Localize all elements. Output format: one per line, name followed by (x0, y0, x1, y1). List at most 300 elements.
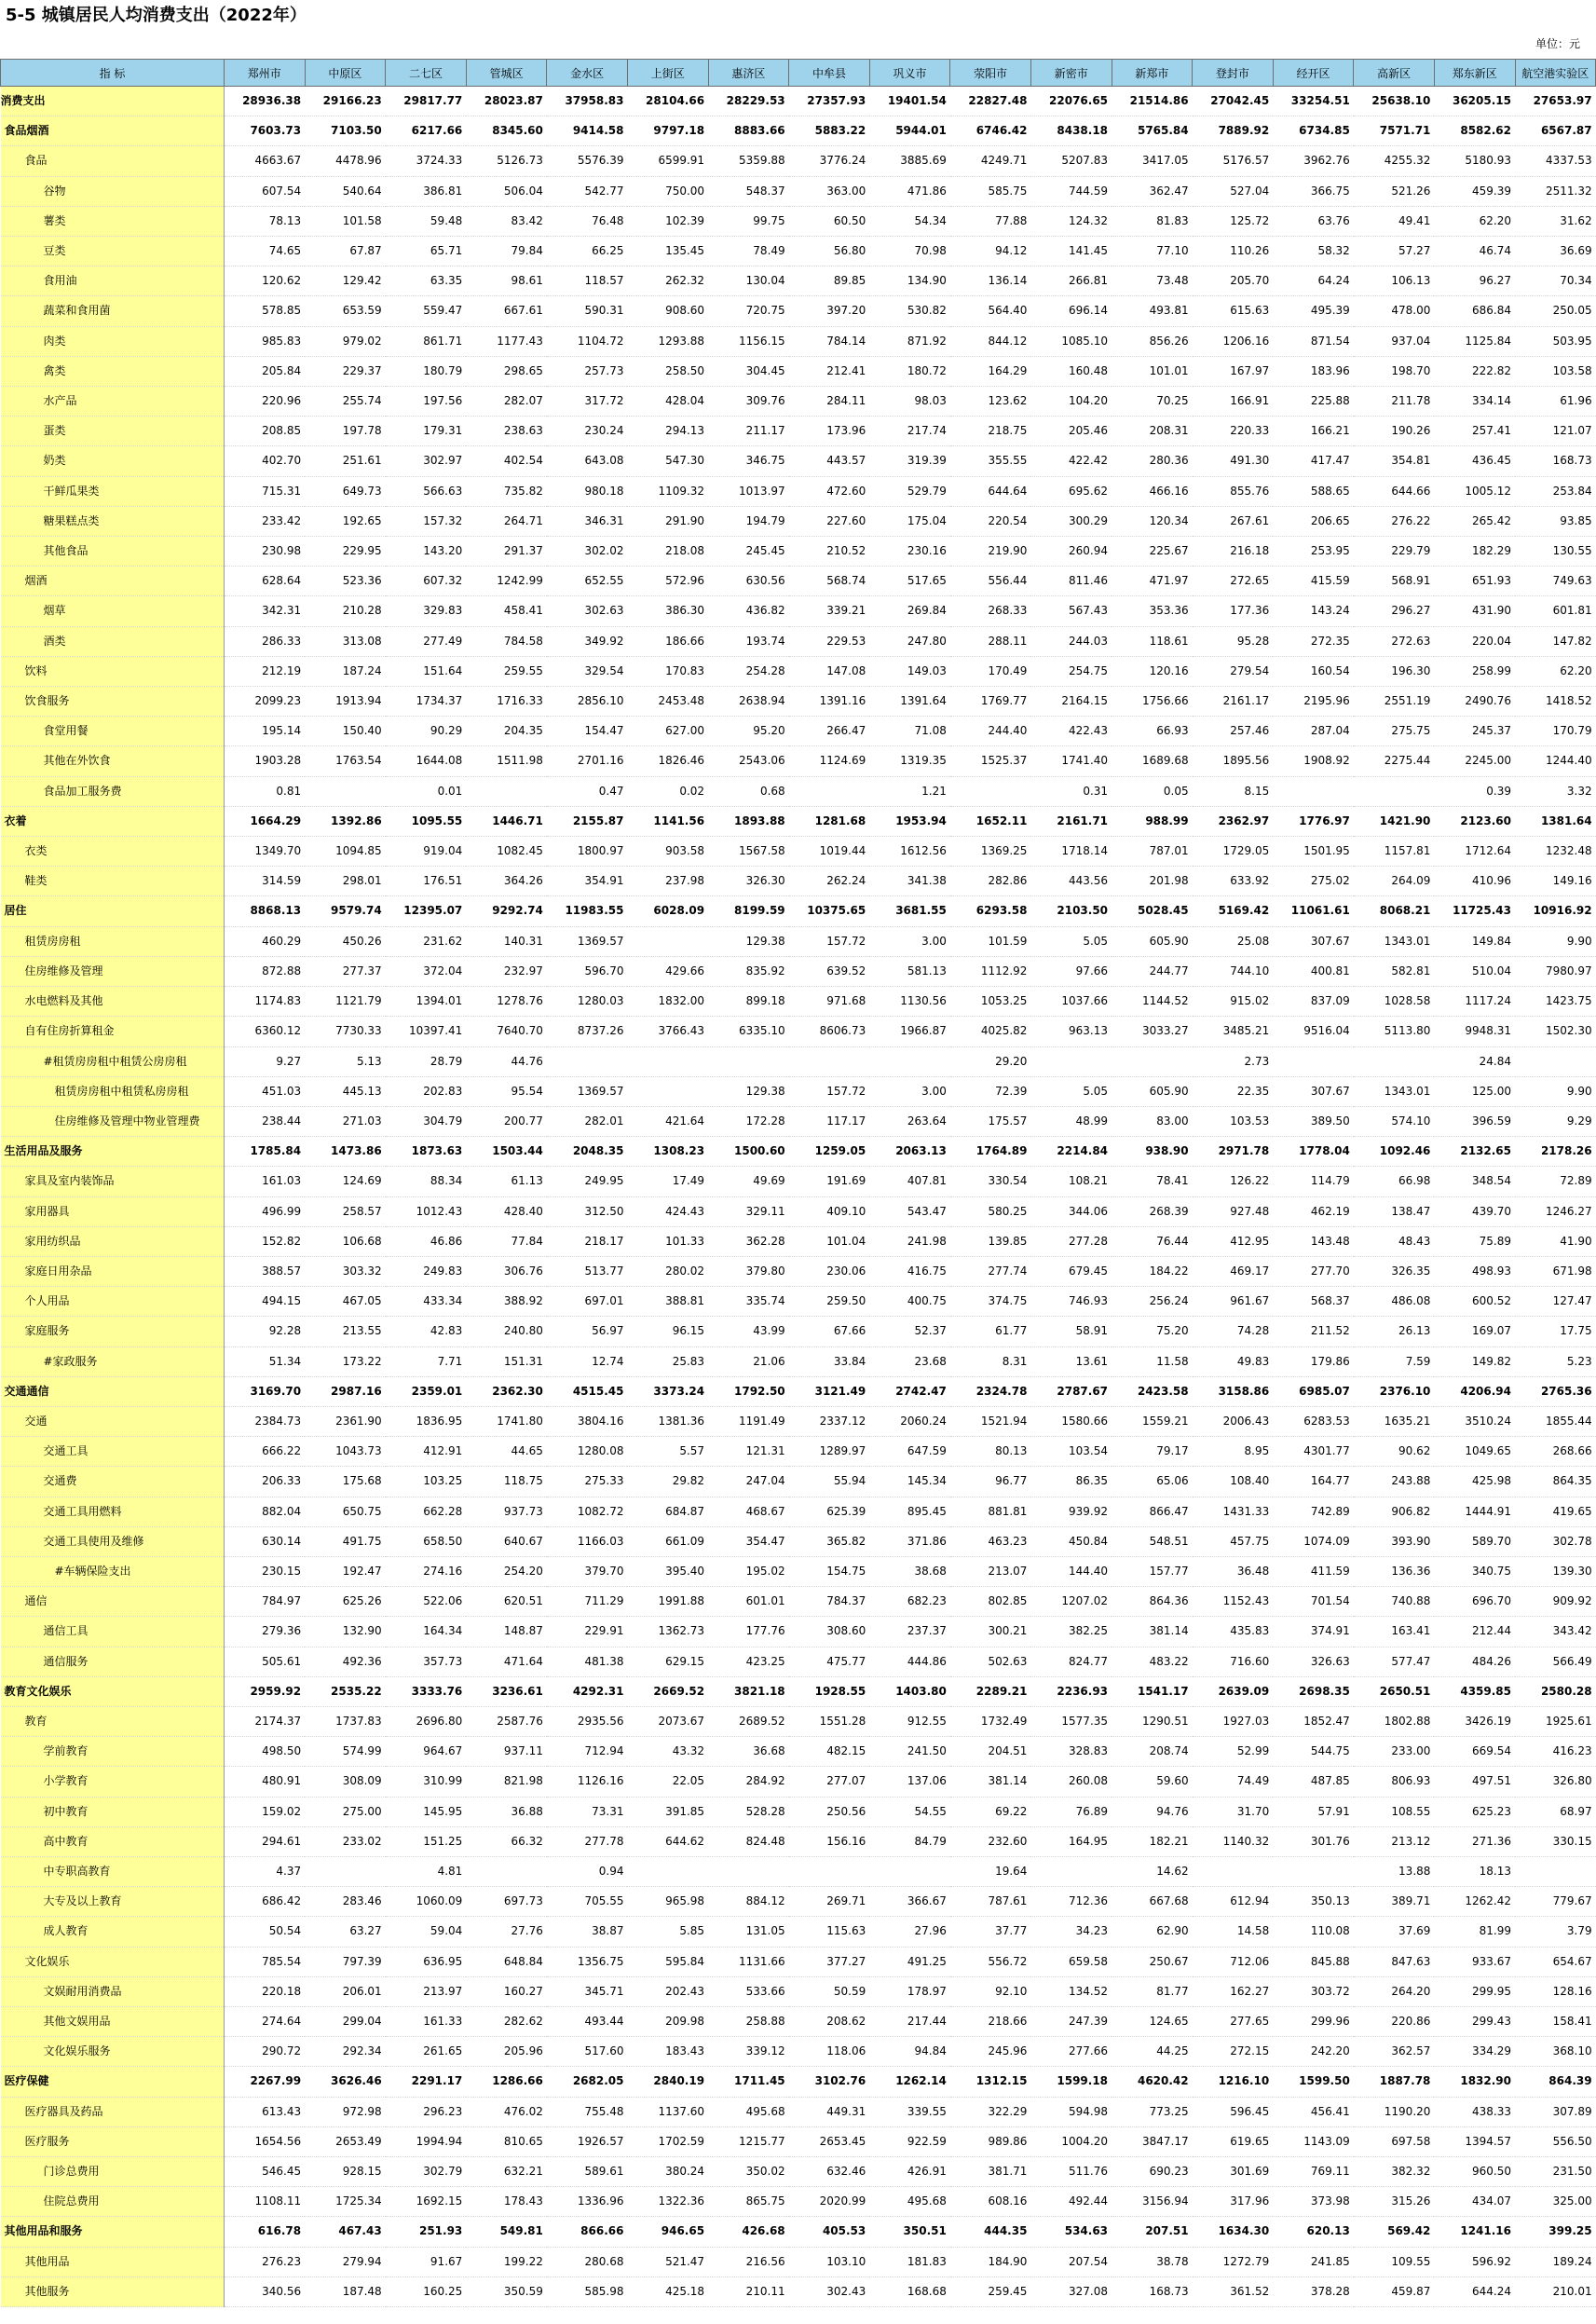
value-cell: 2289.21 (950, 1676, 1031, 1706)
value-cell: 915.02 (1193, 987, 1274, 1017)
value-cell: 5765.84 (1112, 116, 1193, 146)
value-cell: 210.28 (305, 596, 386, 626)
value-cell: 276.23 (225, 2247, 306, 2276)
value-cell: 219.90 (950, 537, 1031, 567)
row-label: 干鲜瓜果类 (1, 476, 225, 506)
value-cell: 27.96 (869, 1917, 950, 1947)
value-cell: 187.24 (305, 656, 386, 686)
value-cell: 1599.50 (1273, 2067, 1354, 2097)
value-cell: 639.52 (789, 956, 870, 986)
value-cell: 410.96 (1434, 867, 1515, 896)
table-row (1, 2276, 1596, 2306)
value-cell: 2551.19 (1354, 687, 1435, 717)
value-cell: 272.65 (1193, 567, 1274, 596)
value-cell: 2214.84 (1030, 1137, 1112, 1167)
value-cell: 200.77 (466, 1106, 547, 1136)
value-cell: 431.90 (1434, 596, 1515, 626)
value-cell: 230.16 (869, 537, 950, 567)
value-cell: 271.03 (305, 1106, 386, 1136)
value-cell: 152.82 (225, 1226, 306, 1256)
value-cell: 1431.33 (1193, 1497, 1274, 1526)
value-cell (627, 1046, 708, 1076)
value-cell: 1290.51 (1112, 1706, 1193, 1736)
value-cell: 276.22 (1354, 506, 1435, 536)
value-cell: 5.57 (627, 1437, 708, 1467)
value-cell: 425.18 (627, 2276, 708, 2306)
value-cell: 2164.15 (1030, 687, 1112, 717)
value-cell: 784.14 (789, 326, 870, 356)
value-cell: 415.59 (1273, 567, 1354, 596)
value-cell: 1716.33 (466, 687, 547, 717)
value-cell: 773.25 (1112, 2097, 1193, 2126)
value-cell: 2361.90 (305, 1406, 386, 1436)
value-cell: 1141.56 (627, 806, 708, 836)
value-cell: 258.57 (305, 1196, 386, 1226)
value-cell: 1206.16 (1193, 326, 1274, 356)
value-cell: 443.57 (789, 446, 870, 476)
value-cell (627, 1076, 708, 1106)
value-cell: 988.99 (1112, 806, 1193, 836)
value-cell: 277.37 (305, 956, 386, 986)
value-cell: 286.33 (225, 626, 306, 656)
row-label: 薯类 (1, 206, 225, 236)
value-cell: 81.99 (1434, 1917, 1515, 1947)
table-row (1, 87, 1596, 116)
value-cell: 1280.08 (547, 1437, 628, 1467)
table-row (1, 1376, 1596, 1406)
value-cell: 9414.58 (547, 116, 628, 146)
value-cell: 1702.59 (627, 2126, 708, 2156)
value-cell: 124.65 (1112, 2007, 1193, 2037)
value-cell: 36.69 (1515, 237, 1596, 267)
value-cell: 18.13 (1434, 1856, 1515, 1886)
value-cell: 4025.82 (950, 1017, 1031, 1046)
value-cell: 1319.35 (869, 746, 950, 776)
value-cell: 330.54 (950, 1167, 1031, 1196)
table-row (1, 1467, 1596, 1497)
value-cell: 28104.66 (627, 87, 708, 116)
value-cell: 9.90 (1515, 926, 1596, 956)
value-cell: 1577.35 (1030, 1706, 1112, 1736)
value-cell: 72.89 (1515, 1167, 1596, 1196)
value-cell: 503.95 (1515, 326, 1596, 356)
value-cell: 1612.56 (869, 837, 950, 867)
value-cell: 417.47 (1273, 446, 1354, 476)
value-cell: 160.27 (466, 1976, 547, 2006)
table-row (1, 776, 1596, 806)
header-row (1, 60, 1596, 87)
value-cell: 1741.40 (1030, 746, 1112, 776)
value-cell: 847.63 (1354, 1947, 1435, 1976)
value-cell: 1191.49 (708, 1406, 789, 1436)
value-cell: 38.68 (869, 1556, 950, 1586)
value-cell: 249.83 (386, 1256, 467, 1286)
value-cell: 866.66 (547, 2217, 628, 2247)
value-cell: 254.28 (708, 656, 789, 686)
value-cell: 141.45 (1030, 237, 1112, 267)
value-cell: 74.28 (1193, 1317, 1274, 1347)
value-cell: 909.92 (1515, 1587, 1596, 1617)
value-cell: 329.83 (386, 596, 467, 626)
value-cell: 1893.88 (708, 806, 789, 836)
table-row (1, 2097, 1596, 2126)
value-cell: 103.54 (1030, 1437, 1112, 1467)
value-cell: 1551.28 (789, 1706, 870, 1736)
value-cell: 132.90 (305, 1617, 386, 1647)
value-cell: 378.28 (1273, 2276, 1354, 2306)
value-cell: 8068.21 (1354, 896, 1435, 926)
value-cell: 3681.55 (869, 896, 950, 926)
value-cell: 1207.02 (1030, 1587, 1112, 1617)
row-label: 鞋类 (1, 867, 225, 896)
value-cell: 487.85 (1273, 1767, 1354, 1797)
value-cell: 471.86 (869, 176, 950, 206)
value-cell: 2453.48 (627, 687, 708, 717)
value-cell: 522.06 (386, 1587, 467, 1617)
row-label: 其他食品 (1, 537, 225, 567)
value-cell: 6335.10 (708, 1017, 789, 1046)
value-cell: 2689.52 (708, 1706, 789, 1736)
value-cell: 208.31 (1112, 417, 1193, 446)
value-cell: 233.42 (225, 506, 306, 536)
value-cell: 513.77 (547, 1256, 628, 1286)
value-cell: 787.01 (1112, 837, 1193, 867)
value-cell: 1966.87 (869, 1017, 950, 1046)
value-cell: 2511.32 (1515, 176, 1596, 206)
value-cell: 1832.00 (627, 987, 708, 1017)
value-cell: 625.39 (789, 1497, 870, 1526)
value-cell: 7889.92 (1193, 116, 1274, 146)
row-label: 食用油 (1, 267, 225, 296)
value-cell: 1785.84 (225, 1137, 306, 1167)
value-cell: 25.08 (1193, 926, 1274, 956)
value-cell: 749.63 (1515, 567, 1596, 596)
row-label: 住房维修及管理 (1, 956, 225, 986)
value-cell: 61.96 (1515, 387, 1596, 417)
value-cell: 98.03 (869, 387, 950, 417)
value-cell: 145.95 (386, 1797, 467, 1826)
value-cell: 684.87 (627, 1497, 708, 1526)
row-label: 交通通信 (1, 1376, 225, 1406)
value-cell: 399.25 (1515, 2217, 1596, 2247)
value-cell: 117.17 (789, 1106, 870, 1136)
value-cell: 3626.46 (305, 2067, 386, 2097)
value-cell: 1028.58 (1354, 987, 1435, 1017)
value-cell: 1778.04 (1273, 1137, 1354, 1167)
value-cell: 229.79 (1354, 537, 1435, 567)
value-cell: 0.47 (547, 776, 628, 806)
table-row (1, 1347, 1596, 1376)
value-cell: 160.48 (1030, 356, 1112, 386)
value-cell: 182.21 (1112, 1826, 1193, 1856)
value-cell: 291.90 (627, 506, 708, 536)
value-cell: 1836.95 (386, 1406, 467, 1436)
value-cell: 451.03 (225, 1076, 306, 1106)
value-cell: 129.38 (708, 926, 789, 956)
value-cell: 55.94 (789, 1467, 870, 1497)
value-cell: 118.75 (466, 1467, 547, 1497)
value-cell: 505.61 (225, 1647, 306, 1676)
value-cell: 2324.78 (950, 1376, 1031, 1406)
table-row (1, 1437, 1596, 1467)
value-cell: 1567.58 (708, 837, 789, 867)
value-cell: 416.75 (869, 1256, 950, 1286)
value-cell: 572.96 (627, 567, 708, 596)
header-region: 上街区 (627, 60, 708, 87)
value-cell: 277.65 (1193, 2007, 1274, 2037)
value-cell: 180.72 (869, 356, 950, 386)
value-cell: 426.91 (869, 2157, 950, 2187)
value-cell: 14.62 (1112, 1856, 1193, 1886)
value-cell: 350.59 (466, 2276, 547, 2306)
value-cell: 37.77 (950, 1917, 1031, 1947)
value-cell: 644.62 (627, 1826, 708, 1856)
value-cell: 620.51 (466, 1587, 547, 1617)
value-cell: 353.36 (1112, 596, 1193, 626)
table-row (1, 176, 1596, 206)
row-label: 小学教育 (1, 1767, 225, 1797)
value-cell: 1037.66 (1030, 987, 1112, 1017)
value-cell: 6985.07 (1273, 1376, 1354, 1406)
value-cell: 149.03 (869, 656, 950, 686)
row-label: 食品加工服务费 (1, 776, 225, 806)
value-cell: 205.70 (1193, 267, 1274, 296)
value-cell: 671.98 (1515, 1256, 1596, 1286)
value-cell: 1177.43 (466, 326, 547, 356)
value-cell: 3962.76 (1273, 146, 1354, 176)
value-cell: 147.82 (1515, 626, 1596, 656)
value-cell: 1286.66 (466, 2067, 547, 2097)
row-label: 文化娱乐 (1, 1947, 225, 1976)
row-label: 谷物 (1, 176, 225, 206)
value-cell: 6734.85 (1273, 116, 1354, 146)
value-cell: 471.64 (466, 1647, 547, 1676)
value-cell: 63.27 (305, 1917, 386, 1947)
value-cell: 262.24 (789, 867, 870, 896)
value-cell: 103.53 (1193, 1106, 1274, 1136)
value-cell: 412.91 (386, 1437, 467, 1467)
table-row (1, 656, 1596, 686)
value-cell: 6746.42 (950, 116, 1031, 146)
value-cell: 1541.17 (1112, 1676, 1193, 1706)
value-cell: 220.54 (950, 506, 1031, 536)
table-row (1, 746, 1596, 776)
value-cell: 362.57 (1354, 2037, 1435, 2067)
value-cell: 74.65 (225, 237, 306, 267)
value-cell: 494.15 (225, 1287, 306, 1317)
value-cell: 1043.73 (305, 1437, 386, 1467)
value-cell: 3426.19 (1434, 1706, 1515, 1736)
value-cell: 806.93 (1354, 1767, 1435, 1797)
value-cell: 1635.21 (1354, 1406, 1435, 1436)
value-cell: 2060.24 (869, 1406, 950, 1436)
header-region: 郑州市 (225, 60, 306, 87)
table-row (1, 1106, 1596, 1136)
value-cell: 168.73 (1515, 446, 1596, 476)
value-cell: 27.76 (466, 1917, 547, 1947)
value-cell: 644.66 (1354, 476, 1435, 506)
value-cell: 495.68 (869, 2187, 950, 2217)
row-label: 交通工具用燃料 (1, 1497, 225, 1526)
value-cell: 1500.60 (708, 1137, 789, 1167)
value-cell: 345.71 (547, 1976, 628, 2006)
row-label: 其他用品和服务 (1, 2217, 225, 2247)
value-cell: 177.76 (708, 1617, 789, 1647)
value-cell: 388.81 (627, 1287, 708, 1317)
value-cell: 140.31 (466, 926, 547, 956)
value-cell: 241.98 (869, 1226, 950, 1256)
value-cell: 6028.09 (627, 896, 708, 926)
value-cell: 341.38 (869, 867, 950, 896)
value-cell: 307.67 (1273, 1076, 1354, 1106)
value-cell: 0.68 (708, 776, 789, 806)
value-cell: 339.12 (708, 2037, 789, 2067)
value-cell: 125.72 (1193, 206, 1274, 236)
value-cell: 2682.05 (547, 2067, 628, 2097)
value-cell: 393.90 (1354, 1526, 1435, 1556)
value-cell: 659.58 (1030, 1947, 1112, 1976)
row-label: 学前教育 (1, 1737, 225, 1767)
value-cell: 517.60 (547, 2037, 628, 2067)
value-cell: 372.04 (386, 956, 467, 986)
value-cell (466, 1856, 547, 1886)
value-cell: 6217.66 (386, 116, 467, 146)
value-cell: 382.25 (1030, 1617, 1112, 1647)
value-cell: 96.27 (1434, 267, 1515, 296)
value-cell: 1092.46 (1354, 1137, 1435, 1167)
value-cell: 169.07 (1434, 1317, 1515, 1347)
table-row (1, 1767, 1596, 1797)
value-cell: 58.32 (1273, 237, 1354, 267)
value-cell: 5.85 (627, 1917, 708, 1947)
value-cell: 2650.51 (1354, 1676, 1435, 1706)
row-label: 烟草 (1, 596, 225, 626)
table-row (1, 867, 1596, 896)
value-cell: 59.04 (386, 1917, 467, 1947)
value-cell: 1502.30 (1515, 1017, 1596, 1046)
value-cell: 57.91 (1273, 1797, 1354, 1826)
value-cell: 51.34 (225, 1347, 306, 1376)
table-row (1, 1526, 1596, 1556)
row-label: 生活用品及服务 (1, 1137, 225, 1167)
value-cell: 108.40 (1193, 1467, 1274, 1497)
value-cell: 980.18 (547, 476, 628, 506)
value-cell: 77.10 (1112, 237, 1193, 267)
value-cell: 368.10 (1515, 2037, 1596, 2067)
value-cell: 419.65 (1515, 1497, 1596, 1526)
value-cell: 632.46 (789, 2157, 870, 2187)
value-cell: 744.10 (1193, 956, 1274, 986)
value-cell: 129.42 (305, 267, 386, 296)
value-cell: 1737.83 (305, 1706, 386, 1736)
value-cell: 1362.73 (627, 1617, 708, 1647)
value-cell: 95.20 (708, 717, 789, 746)
value-cell: 326.35 (1354, 1256, 1435, 1286)
value-cell: 577.47 (1354, 1647, 1435, 1676)
value-cell: 946.65 (627, 2217, 708, 2247)
value-cell: 371.86 (869, 1526, 950, 1556)
row-label: 通信 (1, 1587, 225, 1617)
value-cell: 864.39 (1515, 2067, 1596, 2097)
value-cell: 449.31 (789, 2097, 870, 2126)
value-cell: 102.39 (627, 206, 708, 236)
value-cell: 70.98 (869, 237, 950, 267)
value-cell: 746.93 (1030, 1287, 1112, 1317)
value-cell (1030, 1046, 1112, 1076)
value-cell: 5944.01 (869, 116, 950, 146)
value-cell: 881.81 (950, 1497, 1031, 1526)
value-cell: 247.80 (869, 626, 950, 656)
value-cell: 2669.52 (627, 1676, 708, 1706)
value-cell: 179.31 (386, 417, 467, 446)
value-cell: 466.16 (1112, 476, 1193, 506)
value-cell: 964.67 (386, 1737, 467, 1767)
value-cell: 1356.75 (547, 1947, 628, 1976)
value-cell: 189.24 (1515, 2247, 1596, 2276)
value-cell: 4206.94 (1434, 1376, 1515, 1406)
value-cell: 386.81 (386, 176, 467, 206)
value-cell: 220.04 (1434, 626, 1515, 656)
value-cell: 627.00 (627, 717, 708, 746)
row-label: 医疗保健 (1, 2067, 225, 2097)
table-row (1, 1737, 1596, 1767)
value-cell: 299.96 (1273, 2007, 1354, 2037)
value-cell: 194.79 (708, 506, 789, 536)
value-cell: 652.55 (547, 567, 628, 596)
value-cell: 612.94 (1193, 1887, 1274, 1917)
value-cell: 197.56 (386, 387, 467, 417)
value-cell: 208.74 (1112, 1737, 1193, 1767)
table-row (1, 1196, 1596, 1226)
value-cell: 2195.96 (1273, 687, 1354, 717)
value-cell: 472.60 (789, 476, 870, 506)
value-cell: 1140.32 (1193, 1826, 1274, 1856)
value-cell: 101.58 (305, 206, 386, 236)
value-cell: 160.54 (1273, 656, 1354, 686)
value-cell: 654.67 (1515, 1947, 1596, 1976)
value-cell: 460.29 (225, 926, 306, 956)
value-cell: 2132.65 (1434, 1137, 1515, 1167)
value-cell: 106.13 (1354, 267, 1435, 296)
value-cell: 76.89 (1030, 1797, 1112, 1826)
value-cell: 797.39 (305, 1947, 386, 1976)
value-cell: 1137.60 (627, 2097, 708, 2126)
value-cell: 439.70 (1434, 1196, 1515, 1226)
value-cell: 161.03 (225, 1167, 306, 1196)
value-cell: 3417.05 (1112, 146, 1193, 176)
value-cell: 1391.16 (789, 687, 870, 717)
value-cell: 241.50 (869, 1737, 950, 1767)
value-cell: 9.27 (225, 1046, 306, 1076)
value-cell: 533.66 (708, 1976, 789, 2006)
table-row (1, 537, 1596, 567)
value-cell: 1580.66 (1030, 1406, 1112, 1436)
value-cell: 1664.29 (225, 806, 306, 836)
value-cell: 2787.67 (1030, 1376, 1112, 1406)
value-cell: 120.16 (1112, 656, 1193, 686)
value-cell: 871.54 (1273, 326, 1354, 356)
value-cell: 922.59 (869, 2126, 950, 2156)
value-cell: 884.12 (708, 1887, 789, 1917)
value-cell: 1013.97 (708, 476, 789, 506)
value-cell: 2123.60 (1434, 806, 1515, 836)
value-cell: 686.84 (1434, 296, 1515, 326)
value-cell: 68.97 (1515, 1797, 1596, 1826)
value-cell: 250.56 (789, 1797, 870, 1826)
value-cell: 2535.22 (305, 1676, 386, 1706)
value-cell: 450.26 (305, 926, 386, 956)
value-cell: 108.55 (1354, 1797, 1435, 1826)
